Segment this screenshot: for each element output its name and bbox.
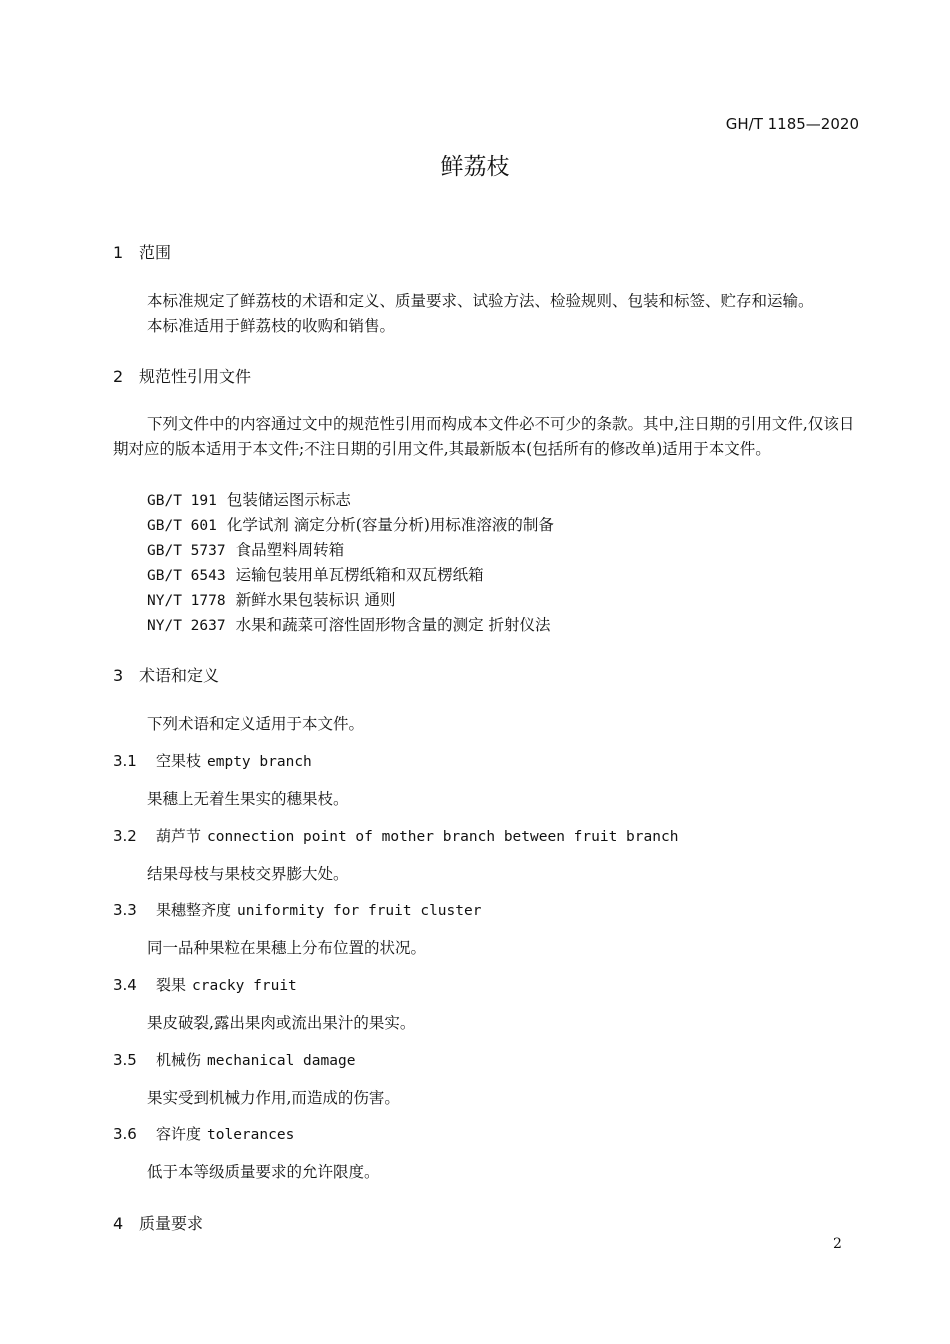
reference-code: NY/T 2637 xyxy=(147,618,226,634)
reference-title: 新鲜水果包装标识 通则 xyxy=(235,591,396,609)
term-chinese: 机械伤 xyxy=(156,1051,202,1069)
section-title: 质量要求 xyxy=(139,1214,204,1233)
reference-title: 运输包装用单瓦楞纸箱和双瓦楞纸箱 xyxy=(235,566,484,584)
reference-item xyxy=(147,588,396,610)
reference-code: GB/T 601 xyxy=(147,518,217,534)
reference-code: GB/T 6543 xyxy=(147,568,226,584)
section-number: 1 xyxy=(113,243,124,262)
term-english: connection point of mother branch between fruit branch xyxy=(207,829,679,845)
term-definition: 低于本等级质量要求的允许限度。 xyxy=(147,1163,380,1181)
reference-code: NY/T 1778 xyxy=(147,593,226,609)
paragraph: 本标准规定了鲜荔枝的术语和定义、质量要求、试验方法、检验规则、包装和标签、贮存和运输。 xyxy=(147,292,814,310)
term-heading xyxy=(113,750,312,771)
term-english: cracky fruit xyxy=(192,978,297,994)
reference-item xyxy=(147,538,344,560)
term-english: uniformity for fruit cluster xyxy=(237,903,482,919)
section-heading-normative-references xyxy=(113,364,251,387)
section-heading-quality-requirements xyxy=(113,1211,203,1234)
reference-code: GB/T 191 xyxy=(147,493,217,509)
term-number: 3.6 xyxy=(113,1125,137,1143)
page-number: 2 xyxy=(833,1236,842,1252)
term-chinese: 果穗整齐度 xyxy=(156,901,232,919)
term-number: 3.3 xyxy=(113,901,137,919)
references-intro: 下列文件中的内容通过文中的规范性引用而构成本文件必不可少的条款。其中,注日期的引用文件,仅该日期对应的版本适用于本文件;不注日期的引用文件,其最新版本(包括所有的修改单)适用于本文件。 xyxy=(113,415,855,458)
term-english: mechanical damage xyxy=(207,1053,356,1069)
term-definition: 果穗上无着生果实的穗果枝。 xyxy=(147,790,349,808)
term-number: 3.5 xyxy=(113,1051,137,1069)
reference-item xyxy=(147,563,484,585)
term-heading xyxy=(113,974,297,995)
section-number: 2 xyxy=(113,367,124,386)
paragraph: 本标准适用于鲜荔枝的收购和销售。 xyxy=(147,317,396,335)
reference-title: 化学试剂 滴定分析(容量分析)用标准溶液的制备 xyxy=(226,516,554,534)
section-title: 术语和定义 xyxy=(139,666,220,685)
term-heading xyxy=(113,1123,294,1144)
section-number: 3 xyxy=(113,666,124,685)
term-definition: 果实受到机械力作用,而造成的伤害。 xyxy=(147,1089,400,1107)
term-heading xyxy=(113,1049,355,1070)
term-definition: 同一品种果粒在果穗上分布位置的状况。 xyxy=(147,939,427,957)
reference-item xyxy=(147,613,551,635)
reference-item xyxy=(147,488,351,510)
section-title: 规范性引用文件 xyxy=(139,367,252,386)
section-title: 范围 xyxy=(139,243,172,262)
term-english: tolerances xyxy=(207,1127,295,1143)
term-chinese: 容许度 xyxy=(156,1125,202,1143)
term-heading xyxy=(113,899,481,920)
term-english: empty branch xyxy=(207,754,312,770)
term-heading xyxy=(113,825,678,846)
reference-code: GB/T 5737 xyxy=(147,543,226,559)
reference-title: 食品塑料周转箱 xyxy=(235,541,345,559)
section-number: 4 xyxy=(113,1214,124,1233)
standard-code: GH/T 1185—2020 xyxy=(725,115,859,133)
term-chinese: 空果枝 xyxy=(156,752,202,770)
term-chinese: 葫芦节 xyxy=(156,827,202,845)
terms-intro: 下列术语和定义适用于本文件。 xyxy=(147,715,365,733)
term-definition: 结果母枝与果枝交界膨大处。 xyxy=(147,865,349,883)
term-definition: 果皮破裂,露出果肉或流出果汁的果实。 xyxy=(147,1014,416,1032)
reference-title: 水果和蔬菜可溶性固形物含量的测定 折射仪法 xyxy=(235,616,551,634)
section-heading-terms xyxy=(113,663,219,686)
reference-item xyxy=(147,513,554,535)
term-chinese: 裂果 xyxy=(156,976,187,994)
section-heading-scope xyxy=(113,240,171,263)
reference-title: 包装储运图示标志 xyxy=(226,491,351,509)
term-number: 3.4 xyxy=(113,976,137,994)
term-number: 3.2 xyxy=(113,827,137,845)
term-number: 3.1 xyxy=(113,752,137,770)
document-title: 鲜荔枝 xyxy=(440,154,510,180)
